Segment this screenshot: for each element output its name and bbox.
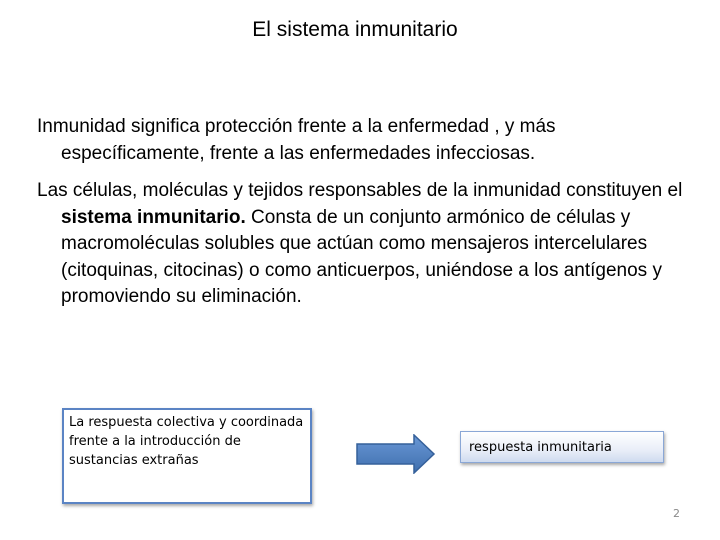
collective-response-box <box>62 408 312 504</box>
paragraph-immune-system-part2: Consta de un conjunto armónico de células y macromoléculas solubles que actúan como mensajeros intercelulares (citoquinas, citocinas) o como anticuerpos, uniéndose a los antígenos y promoviendo su eliminación. <box>61 206 662 307</box>
right-arrow-icon <box>356 434 436 474</box>
slide-title: El sistema inmunitario <box>252 18 458 41</box>
collective-response-text: La respuesta colectiva y coordinada frente a la introducción de sustancias extrañas <box>69 415 304 468</box>
paragraph-immunity-definition: Inmunidad significa protección frente a la enfermedad , y más específicamente, frente a las enfermedades infecciosas. <box>37 116 556 164</box>
right-arrow-shape <box>357 435 434 473</box>
paragraph-immune-system-part1: Las células, moléculas y tejidos responsables de la inmunidad constituyen el <box>37 180 683 201</box>
page-number: 2 <box>673 507 680 520</box>
immune-system-term: sistema inmunitario. <box>61 206 246 228</box>
paragraph-immune-system <box>37 178 701 311</box>
immune-response-text: respuesta inmunitaria <box>469 440 612 455</box>
immune-response-box <box>460 431 664 463</box>
